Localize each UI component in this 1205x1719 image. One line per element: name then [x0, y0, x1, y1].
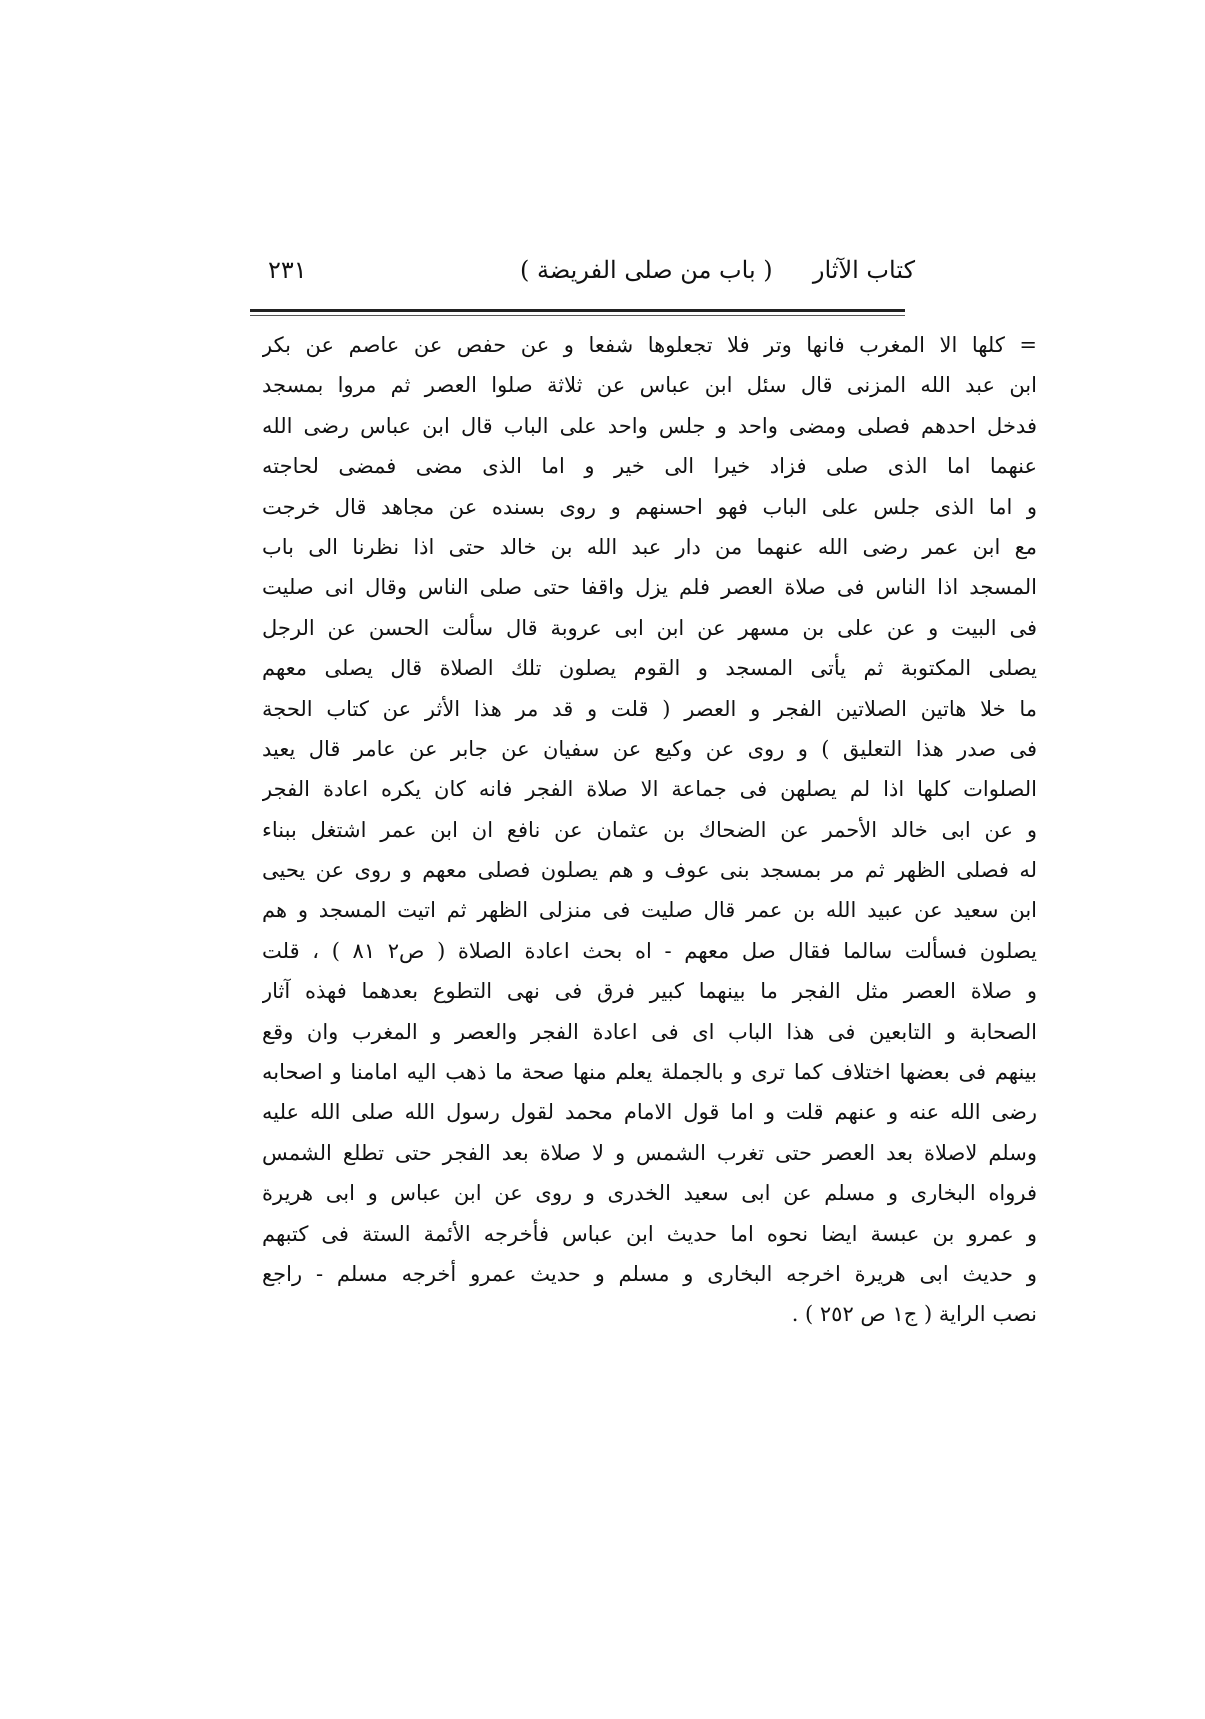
text-line: و صلاة العصر مثل الفجر ما بينهما كبير فرق فى نهى التطوع بعدهما فهذه آثار [262, 979, 1037, 1004]
text-line: و عمرو بن عبسة ايضا نحوه اما حديث ابن عباس فأخرجه الأئمة الستة فى كتبهم [262, 1221, 1037, 1246]
book-title: كتاب الآثار [812, 256, 915, 284]
text-line: و عن ابى خالد الأحمر عن الضحاك بن عثمان عن نافع ان ابن عمر اشتغل ببناء [262, 817, 1037, 842]
text-line: المسجد اذا الناس فى صلاة العصر فلم يزل واقفا حتى صلى الناس وقال انى صليت [262, 575, 1037, 600]
header-rule [250, 309, 905, 312]
text-line: فرواه البخارى و مسلم عن ابى سعيد الخدرى و روى عن ابن عباس و ابى هريرة [262, 1181, 1037, 1206]
text-line: فدخل احدهم فصلى ومضى واحد و جلس واحد على الباب قال ابن عباس رضى الله [262, 413, 1037, 438]
text-line: نصب الراية ( ج١ ص ٢٥٢ ) . [791, 1302, 1037, 1327]
text-line: ابن سعيد عن عبيد الله بن عمر قال صليت فى منزلى الظهر ثم اتيت المسجد و هم [262, 898, 1037, 923]
text-line: ابن عبد الله المزنى قال سئل ابن عباس عن ثلاثة صلوا العصر ثم مروا بمسجد [262, 373, 1037, 398]
text-line: عنهما اما الذى صلى فزاد خيرا الى خير و اما الذى مضى فمضى لحاجته [262, 454, 1037, 479]
text-line: و حديث ابى هريرة اخرجه البخارى و مسلم و حديث عمرو أخرجه مسلم - راجع [262, 1261, 1037, 1286]
text-line: له فصلى الظهر ثم مر بمسجد بنى عوف و هم يصلون فصلى معهم و روى عن يحيى [262, 858, 1037, 883]
text-line: مع ابن عمر رضى الله عنهما من دار عبد الله بن خالد حتى اذا نظرنا الى باب [262, 534, 1037, 559]
text-line: يصلى المكتوبة ثم يأتى المسجد و القوم يصلون تلك الصلاة قال يصلى معهم [262, 656, 1037, 681]
text-line: الصلوات كلها اذا لم يصلهن فى جماعة الا صلاة الفجر فانه كان يكره اعادة الفجر [262, 777, 1037, 802]
text-line: يصلون فسألت سالما فقال صل معهم - اه بحث اعادة الصلاة ( ص٢ ٨١ ) ، قلت [262, 938, 1037, 963]
text-line: فى صدر هذا التعليق ) و روى عن وكيع عن سفيان عن جابر عن عامر قال يعيد [262, 736, 1037, 761]
page-number: ٢٣١ [268, 256, 307, 284]
text-line: = كلها الا المغرب فانها وتر فلا تجعلوها شفعا و عن حفص عن عاصم عن بكر [262, 333, 1037, 357]
chapter-title: ( باب من صلى الفريضة ) [520, 256, 773, 284]
header-rule-thin [250, 315, 905, 316]
text-line: فى البيت و عن على بن مسهر عن ابن ابى عروبة قال سألت الحسن عن الرجل [262, 615, 1037, 640]
text-line: و اما الذى جلس على الباب فهو احسنهم و روى بسنده عن مجاهد قال خرجت [262, 494, 1037, 519]
text-line: رضى الله عنه و عنهم قلت و اما قول الامام محمد لقول رسول الله صلى الله عليه [262, 1100, 1037, 1125]
text-line: بينهم فى بعضها اختلاف كما ترى و بالجملة يعلم منها صحة ما ذهب اليه امامنا و اصحابه [262, 1060, 1037, 1085]
text-line: الصحابة و التابعين فى هذا الباب اى فى اعادة الفجر والعصر و المغرب وان وقع [262, 1019, 1037, 1044]
text-line: ما خلا هاتين الصلاتين الفجر و العصر ( قلت و قد مر هذا الأثر عن كتاب الحجة [262, 696, 1037, 721]
text-line: وسلم لاصلاة بعد العصر حتى تغرب الشمس و لا صلاة بعد الفجر حتى تطلع الشمس [262, 1140, 1037, 1165]
body-text [262, 325, 1037, 1335]
